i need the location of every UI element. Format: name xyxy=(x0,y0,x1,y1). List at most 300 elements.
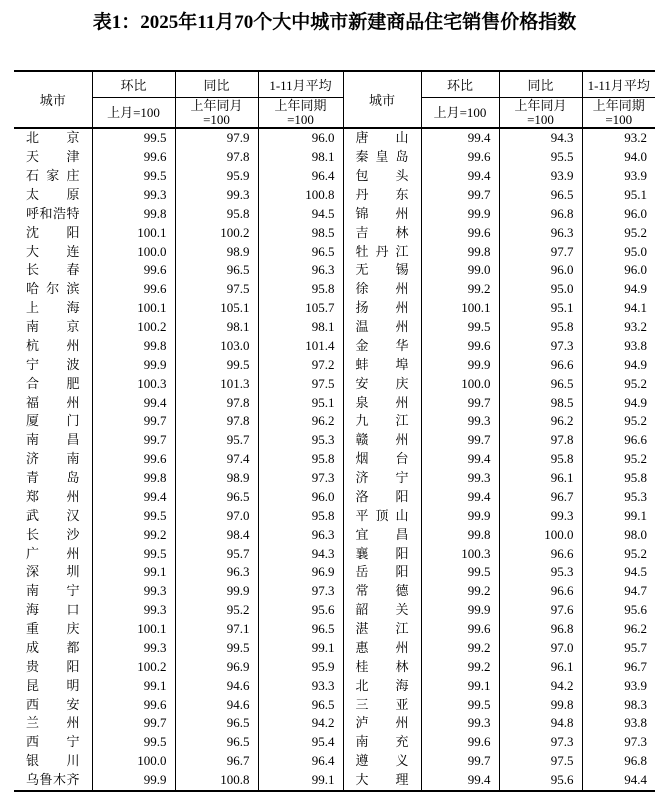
yoy-cell: 98.9 xyxy=(175,243,258,262)
table-row xyxy=(14,394,655,413)
yoy-cell: 96.6 xyxy=(499,582,582,601)
mom-cell: 99.3 xyxy=(421,714,499,733)
yoy-cell: 97.8 xyxy=(499,431,582,450)
header-avg-base-right xyxy=(582,98,655,129)
table-row xyxy=(14,299,655,318)
mom-cell: 100.1 xyxy=(92,620,175,639)
mom-cell: 99.4 xyxy=(421,128,499,148)
avg-cell: 96.2 xyxy=(624,621,647,637)
header-avg-right: 1-11月平均 xyxy=(582,71,655,98)
mom-cell: 99.3 xyxy=(421,412,499,431)
mom-cell: 99.9 xyxy=(421,356,499,375)
city-cell: 昆明 xyxy=(14,677,92,696)
yoy-cell: 95.8 xyxy=(175,205,258,224)
avg-cell: 93.8 xyxy=(624,715,647,731)
city-cell: 湛江 xyxy=(343,620,421,639)
city-cell: 唐山 xyxy=(343,128,421,148)
avg-cell: 94.7 xyxy=(624,583,647,599)
city-cell: 郑州 xyxy=(14,488,92,507)
yoy-cell: 93.9 xyxy=(499,167,582,186)
yoy-cell: 96.5 xyxy=(175,488,258,507)
yoy-cell: 96.8 xyxy=(499,205,582,224)
yoy-cell: 95.5 xyxy=(499,148,582,167)
mom-cell: 100.3 xyxy=(92,375,175,394)
city-cell: 兰州 xyxy=(14,714,92,733)
base-line: 上年同期 xyxy=(592,98,645,113)
yoy-cell: 95.6 xyxy=(499,771,582,791)
mom-cell: 99.4 xyxy=(421,488,499,507)
city-cell: 济宁 xyxy=(343,469,421,488)
mom-cell: 99.6 xyxy=(92,696,175,715)
mom-cell: 99.7 xyxy=(421,186,499,205)
yoy-cell: 97.7 xyxy=(499,243,582,262)
yoy-cell: 96.6 xyxy=(499,356,582,375)
yoy-cell: 96.1 xyxy=(499,469,582,488)
yoy-cell: 94.3 xyxy=(499,128,582,148)
table-row xyxy=(14,375,655,394)
table-row xyxy=(14,224,655,243)
yoy-cell: 98.5 xyxy=(499,394,582,413)
mom-cell: 100.1 xyxy=(92,224,175,243)
mom-cell: 99.5 xyxy=(421,563,499,582)
mom-cell: 99.7 xyxy=(92,431,175,450)
header-yoy-base-right xyxy=(499,98,582,129)
header-avg-left: 1-11月平均 xyxy=(258,71,343,98)
header-yoy-base-left xyxy=(175,98,258,129)
yoy-cell: 96.5 xyxy=(175,261,258,280)
table-row xyxy=(14,318,655,337)
avg-cell: 95.2 xyxy=(624,413,647,429)
mom-cell: 99.9 xyxy=(421,205,499,224)
city-cell: 岳阳 xyxy=(343,563,421,582)
table-row xyxy=(14,658,655,677)
city-cell: 哈尔滨 xyxy=(14,280,92,299)
avg-cell: 95.6 xyxy=(258,601,343,620)
yoy-cell: 96.3 xyxy=(499,224,582,243)
avg-cell: 93.9 xyxy=(624,168,647,184)
city-cell: 牡丹江 xyxy=(343,243,421,262)
city-cell: 成都 xyxy=(14,639,92,658)
yoy-cell: 99.8 xyxy=(499,696,582,715)
avg-cell: 94.2 xyxy=(258,714,343,733)
city-cell: 大理 xyxy=(343,771,421,791)
table-row xyxy=(14,620,655,639)
mom-cell: 100.0 xyxy=(92,752,175,771)
yoy-cell: 97.9 xyxy=(175,128,258,148)
city-cell: 广州 xyxy=(14,545,92,564)
avg-cell: 94.9 xyxy=(624,356,647,372)
table-row xyxy=(14,450,655,469)
mom-cell: 99.0 xyxy=(421,261,499,280)
avg-cell: 95.2 xyxy=(624,545,647,561)
city-cell: 徐州 xyxy=(343,280,421,299)
city-cell: 洛阳 xyxy=(343,488,421,507)
yoy-cell: 95.3 xyxy=(499,563,582,582)
base-line: 上年同月 xyxy=(190,98,243,113)
table-body xyxy=(14,128,655,791)
mom-cell: 99.3 xyxy=(92,582,175,601)
yoy-cell: 97.0 xyxy=(175,507,258,526)
yoy-cell: 96.8 xyxy=(499,620,582,639)
yoy-cell: 96.6 xyxy=(499,545,582,564)
avg-cell: 95.8 xyxy=(624,470,647,486)
table-row xyxy=(14,488,655,507)
header-mom-base-left xyxy=(92,98,175,129)
city-cell: 银川 xyxy=(14,752,92,771)
mom-cell: 100.3 xyxy=(421,545,499,564)
table-row xyxy=(14,526,655,545)
table-row xyxy=(14,582,655,601)
yoy-cell: 94.8 xyxy=(499,714,582,733)
header-city-right: 城市 xyxy=(343,71,421,128)
header-yoy-right: 同比 xyxy=(499,71,582,98)
avg-cell: 99.1 xyxy=(624,507,647,523)
city-cell: 长春 xyxy=(14,261,92,280)
city-cell: 九江 xyxy=(343,412,421,431)
city-cell: 沈阳 xyxy=(14,224,92,243)
mom-cell: 99.7 xyxy=(421,431,499,450)
avg-cell: 96.5 xyxy=(258,243,343,262)
table-row xyxy=(14,280,655,299)
avg-cell: 94.9 xyxy=(624,281,647,297)
yoy-cell: 100.2 xyxy=(175,224,258,243)
avg-cell: 95.2 xyxy=(624,375,647,391)
city-cell: 南宁 xyxy=(14,582,92,601)
yoy-cell: 99.5 xyxy=(175,356,258,375)
table-row xyxy=(14,677,655,696)
city-cell: 宜昌 xyxy=(343,526,421,545)
city-cell: 南昌 xyxy=(14,431,92,450)
yoy-cell: 96.9 xyxy=(175,658,258,677)
mom-cell: 99.6 xyxy=(92,450,175,469)
mom-cell: 99.6 xyxy=(92,148,175,167)
avg-cell: 96.4 xyxy=(258,167,343,186)
base-line: =100 xyxy=(605,111,633,127)
base-line: =100 xyxy=(527,111,554,127)
mom-cell: 99.6 xyxy=(421,224,499,243)
table-row xyxy=(14,733,655,752)
city-cell: 平顶山 xyxy=(343,507,421,526)
yoy-cell: 97.5 xyxy=(499,752,582,771)
city-cell: 丹东 xyxy=(343,186,421,205)
base-line: 上月=100 xyxy=(433,104,487,120)
avg-cell: 95.4 xyxy=(258,733,343,752)
city-cell: 杭州 xyxy=(14,337,92,356)
avg-cell: 93.2 xyxy=(624,130,647,146)
avg-cell: 96.9 xyxy=(258,563,343,582)
mom-cell: 99.8 xyxy=(92,337,175,356)
avg-cell: 96.5 xyxy=(258,696,343,715)
yoy-cell: 95.1 xyxy=(499,299,582,318)
header-mom-base-right xyxy=(421,98,499,129)
city-cell: 蚌埠 xyxy=(343,356,421,375)
mom-cell: 99.5 xyxy=(92,545,175,564)
mom-cell: 99.6 xyxy=(421,337,499,356)
avg-cell: 96.3 xyxy=(258,526,343,545)
mom-cell: 99.7 xyxy=(92,412,175,431)
city-cell: 无锡 xyxy=(343,261,421,280)
mom-cell: 99.5 xyxy=(92,167,175,186)
city-cell: 西安 xyxy=(14,696,92,715)
base-line: =100 xyxy=(287,111,314,127)
mom-cell: 99.2 xyxy=(421,639,499,658)
mom-cell: 99.9 xyxy=(92,771,175,791)
mom-cell: 99.3 xyxy=(421,469,499,488)
city-cell: 海口 xyxy=(14,601,92,620)
yoy-cell: 105.1 xyxy=(175,299,258,318)
city-cell: 泉州 xyxy=(343,394,421,413)
yoy-cell: 98.4 xyxy=(175,526,258,545)
avg-cell: 95.6 xyxy=(624,602,647,618)
avg-cell: 97.2 xyxy=(258,356,343,375)
table-row xyxy=(14,545,655,564)
table-row xyxy=(14,148,655,167)
city-cell: 重庆 xyxy=(14,620,92,639)
city-cell: 乌鲁木齐 xyxy=(14,771,92,791)
mom-cell: 100.2 xyxy=(92,658,175,677)
mom-cell: 99.4 xyxy=(92,394,175,413)
table-row xyxy=(14,563,655,582)
header-row-bases xyxy=(14,98,655,129)
mom-cell: 99.1 xyxy=(92,677,175,696)
avg-cell: 97.5 xyxy=(258,375,343,394)
mom-cell: 99.9 xyxy=(421,507,499,526)
yoy-cell: 99.9 xyxy=(175,582,258,601)
yoy-cell: 98.1 xyxy=(175,318,258,337)
mom-cell: 99.6 xyxy=(421,620,499,639)
avg-cell: 97.3 xyxy=(258,469,343,488)
city-cell: 韶关 xyxy=(343,601,421,620)
table-row xyxy=(14,412,655,431)
city-cell: 北京 xyxy=(14,128,92,148)
avg-cell: 95.8 xyxy=(258,507,343,526)
header-mom-right: 环比 xyxy=(421,71,499,98)
mom-cell: 100.0 xyxy=(92,243,175,262)
avg-cell: 99.1 xyxy=(258,771,343,791)
yoy-cell: 96.1 xyxy=(499,658,582,677)
yoy-cell: 97.5 xyxy=(175,280,258,299)
yoy-cell: 95.7 xyxy=(175,431,258,450)
yoy-cell: 97.8 xyxy=(175,148,258,167)
yoy-cell: 99.5 xyxy=(175,639,258,658)
avg-cell: 96.2 xyxy=(258,412,343,431)
city-cell: 安庆 xyxy=(343,375,421,394)
avg-cell: 94.5 xyxy=(258,205,343,224)
mom-cell: 100.2 xyxy=(92,318,175,337)
yoy-cell: 95.2 xyxy=(175,601,258,620)
header-yoy-left: 同比 xyxy=(175,71,258,98)
city-cell: 扬州 xyxy=(343,299,421,318)
city-cell: 深圳 xyxy=(14,563,92,582)
mom-cell: 99.5 xyxy=(92,128,175,148)
yoy-cell: 97.3 xyxy=(499,733,582,752)
table-row xyxy=(14,337,655,356)
yoy-cell: 96.5 xyxy=(499,186,582,205)
avg-cell: 105.7 xyxy=(258,299,343,318)
mom-cell: 100.1 xyxy=(92,299,175,318)
city-cell: 天津 xyxy=(14,148,92,167)
yoy-cell: 97.4 xyxy=(175,450,258,469)
mom-cell: 99.1 xyxy=(421,677,499,696)
city-cell: 襄阳 xyxy=(343,545,421,564)
yoy-cell: 94.2 xyxy=(499,677,582,696)
avg-cell: 96.7 xyxy=(624,658,647,674)
table-header xyxy=(14,71,655,128)
price-index-table xyxy=(14,70,655,792)
yoy-cell: 96.5 xyxy=(499,375,582,394)
mom-cell: 99.2 xyxy=(421,582,499,601)
base-line: =100 xyxy=(203,111,230,127)
avg-cell: 96.8 xyxy=(624,753,647,769)
yoy-cell: 97.0 xyxy=(499,639,582,658)
city-cell: 大连 xyxy=(14,243,92,262)
yoy-cell: 96.7 xyxy=(175,752,258,771)
table-row xyxy=(14,469,655,488)
avg-cell: 95.9 xyxy=(258,658,343,677)
city-cell: 武汉 xyxy=(14,507,92,526)
city-cell: 福州 xyxy=(14,394,92,413)
avg-cell: 97.3 xyxy=(258,582,343,601)
city-cell: 赣州 xyxy=(343,431,421,450)
yoy-cell: 99.3 xyxy=(499,507,582,526)
avg-cell: 95.3 xyxy=(624,488,647,504)
avg-cell: 98.0 xyxy=(624,526,647,542)
yoy-cell: 97.8 xyxy=(175,394,258,413)
mom-cell: 99.4 xyxy=(421,167,499,186)
mom-cell: 99.1 xyxy=(92,563,175,582)
table-row xyxy=(14,356,655,375)
mom-cell: 99.9 xyxy=(92,356,175,375)
mom-cell: 99.2 xyxy=(421,658,499,677)
city-cell: 北海 xyxy=(343,677,421,696)
mom-cell: 100.1 xyxy=(421,299,499,318)
table-row xyxy=(14,128,655,148)
mom-cell: 99.5 xyxy=(92,507,175,526)
table-row xyxy=(14,431,655,450)
mom-cell: 99.5 xyxy=(421,696,499,715)
yoy-cell: 95.7 xyxy=(175,545,258,564)
yoy-cell: 97.8 xyxy=(175,412,258,431)
yoy-cell: 95.8 xyxy=(499,450,582,469)
avg-cell: 95.2 xyxy=(624,224,647,240)
yoy-cell: 95.8 xyxy=(499,318,582,337)
yoy-cell: 97.1 xyxy=(175,620,258,639)
mom-cell: 99.6 xyxy=(92,280,175,299)
mom-cell: 99.4 xyxy=(92,488,175,507)
avg-cell: 94.3 xyxy=(258,545,343,564)
yoy-cell: 98.9 xyxy=(175,469,258,488)
city-cell: 锦州 xyxy=(343,205,421,224)
avg-cell: 95.1 xyxy=(258,394,343,413)
avg-cell: 96.4 xyxy=(258,752,343,771)
city-cell: 上海 xyxy=(14,299,92,318)
avg-cell: 96.0 xyxy=(258,128,343,148)
base-line: 上月=100 xyxy=(107,104,160,120)
avg-cell: 94.5 xyxy=(624,564,647,580)
yoy-cell: 100.8 xyxy=(175,771,258,791)
mom-cell: 99.4 xyxy=(421,771,499,791)
table-row xyxy=(14,167,655,186)
mom-cell: 99.6 xyxy=(421,148,499,167)
header-row-groups xyxy=(14,71,655,98)
city-cell: 合肥 xyxy=(14,375,92,394)
avg-cell: 93.2 xyxy=(624,319,647,335)
avg-cell: 95.7 xyxy=(624,639,647,655)
city-cell: 惠州 xyxy=(343,639,421,658)
avg-cell: 96.6 xyxy=(624,432,647,448)
avg-cell: 95.3 xyxy=(258,431,343,450)
avg-cell: 96.5 xyxy=(258,620,343,639)
mom-cell: 99.8 xyxy=(421,243,499,262)
mom-cell: 99.7 xyxy=(421,752,499,771)
yoy-cell: 100.0 xyxy=(499,526,582,545)
avg-cell: 96.0 xyxy=(624,205,647,221)
city-cell: 南充 xyxy=(343,733,421,752)
header-mom-left: 环比 xyxy=(92,71,175,98)
yoy-cell: 96.3 xyxy=(175,563,258,582)
city-cell: 包头 xyxy=(343,167,421,186)
base-line: 上年同月 xyxy=(514,98,567,113)
avg-cell: 96.0 xyxy=(258,488,343,507)
mom-cell: 99.7 xyxy=(92,714,175,733)
mom-cell: 99.3 xyxy=(92,601,175,620)
city-cell: 石家庄 xyxy=(14,167,92,186)
city-cell: 贵阳 xyxy=(14,658,92,677)
mom-cell: 99.8 xyxy=(421,526,499,545)
avg-cell: 94.0 xyxy=(624,149,647,165)
mom-cell: 99.3 xyxy=(92,186,175,205)
mom-cell: 99.2 xyxy=(92,526,175,545)
mom-cell: 100.0 xyxy=(421,375,499,394)
mom-cell: 99.9 xyxy=(421,601,499,620)
yoy-cell: 96.2 xyxy=(499,412,582,431)
avg-cell: 94.9 xyxy=(624,394,647,410)
yoy-cell: 99.3 xyxy=(175,186,258,205)
avg-cell: 99.1 xyxy=(258,639,343,658)
avg-cell: 101.4 xyxy=(258,337,343,356)
city-cell: 太原 xyxy=(14,186,92,205)
mom-cell: 99.2 xyxy=(421,280,499,299)
city-cell: 呼和浩特 xyxy=(14,205,92,224)
base-line: 上年同期 xyxy=(274,98,327,113)
city-cell: 长沙 xyxy=(14,526,92,545)
city-cell: 泸州 xyxy=(343,714,421,733)
table-row xyxy=(14,639,655,658)
city-cell: 烟台 xyxy=(343,450,421,469)
yoy-cell: 96.5 xyxy=(175,733,258,752)
yoy-cell: 95.0 xyxy=(499,280,582,299)
mom-cell: 99.4 xyxy=(421,450,499,469)
mom-cell: 99.5 xyxy=(92,733,175,752)
yoy-cell: 94.6 xyxy=(175,677,258,696)
city-cell: 厦门 xyxy=(14,412,92,431)
avg-cell: 96.0 xyxy=(624,262,647,278)
table-row xyxy=(14,243,655,262)
table-row xyxy=(14,186,655,205)
table-row xyxy=(14,752,655,771)
yoy-cell: 103.0 xyxy=(175,337,258,356)
avg-cell: 96.3 xyxy=(258,261,343,280)
yoy-cell: 96.0 xyxy=(499,261,582,280)
avg-cell: 98.1 xyxy=(258,148,343,167)
header-city-left: 城市 xyxy=(14,71,92,128)
yoy-cell: 96.7 xyxy=(499,488,582,507)
table-row xyxy=(14,601,655,620)
city-cell: 青岛 xyxy=(14,469,92,488)
yoy-cell: 101.3 xyxy=(175,375,258,394)
avg-cell: 95.2 xyxy=(624,451,647,467)
avg-cell: 98.1 xyxy=(258,318,343,337)
